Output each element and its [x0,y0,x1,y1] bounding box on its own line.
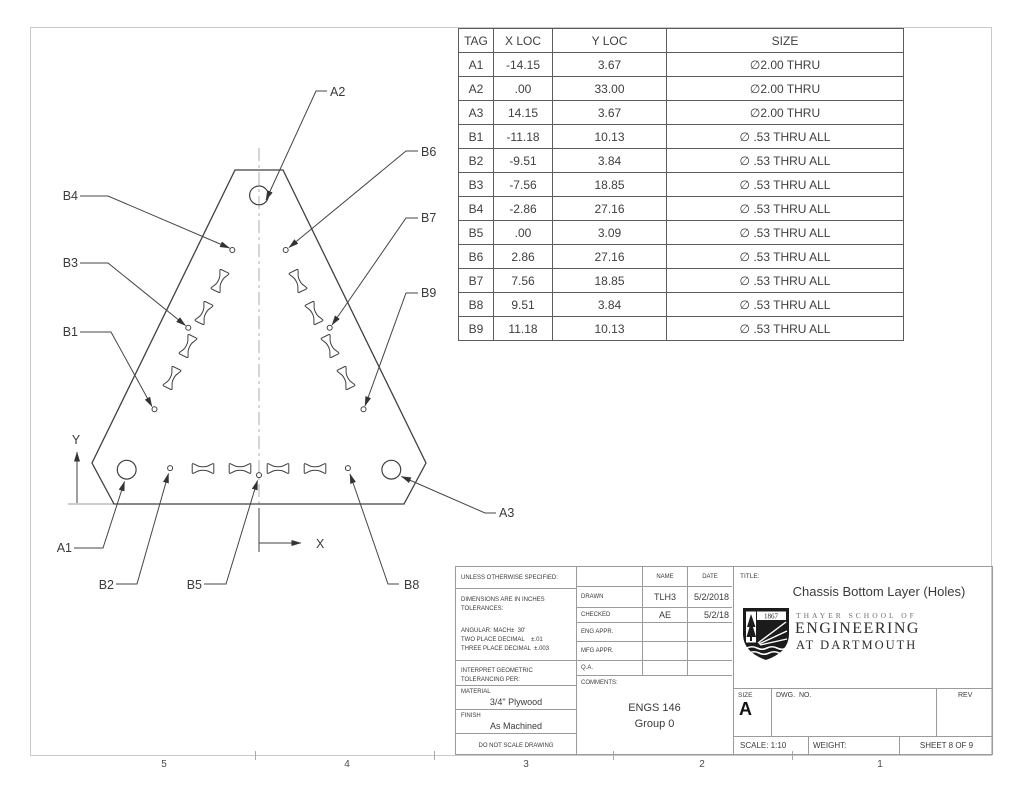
callout-a1: A1 [56,541,72,555]
zone-number: 3 [523,759,529,770]
table-cell: B8 [459,293,494,317]
date-column-header: DATE [687,567,732,586]
table-cell: 27.16 [553,245,667,269]
logo-engineering-line: ENGINEERING [795,620,920,637]
table-cell: B2 [459,149,494,173]
table-cell: ∅ .53 THRU ALL [667,293,904,317]
callout-b7: B7 [421,211,437,225]
finish-value: As Machined [489,721,543,731]
table-cell: 2.86 [494,245,553,269]
callout-b5: B5 [186,578,202,592]
dimensions-note: DIMENSIONS ARE IN INCHES [461,597,545,603]
comments-label: COMMENTS: [581,680,618,686]
table-cell: ∅ .53 THRU ALL [667,269,904,293]
do-not-scale-note: DO NOT SCALE DRAWING [478,743,554,749]
table-cell: A1 [459,53,494,77]
table-cell: B5 [459,221,494,245]
table-cell: 33.00 [553,77,667,101]
table-cell: 3.67 [553,101,667,125]
callout-b4: B4 [62,189,78,203]
three-place-tolerance: THREE PLACE DECIMAL ±.003 [461,646,550,652]
finish-label: FINISH [461,713,481,719]
table-cell: ∅ .53 THRU ALL [667,221,904,245]
tolerance-block [456,567,578,754]
callout-b6: B6 [421,145,437,159]
table-cell: B1 [459,125,494,149]
table-cell: ∅2.00 THRU [667,101,904,125]
hole-table-body [459,53,904,341]
title-block [455,566,993,755]
table-cell: 3.09 [553,221,667,245]
table-cell: B6 [459,245,494,269]
thayer-logo [742,607,790,663]
table-cell: -9.51 [494,149,553,173]
table-row [459,269,904,293]
table-cell: ∅ .53 THRU ALL [667,245,904,269]
table-row [459,77,904,101]
interpret-note-2: TOLERANCING PER: [461,677,520,683]
tolerances-note: TOLERANCES: [461,606,504,612]
table-cell: .00 [494,77,553,101]
table-cell: -7.56 [494,173,553,197]
table-cell: ∅2.00 THRU [667,77,904,101]
angular-tolerance: ANGULAR: MACH± 30' [461,628,526,634]
table-cell: 27.16 [553,197,667,221]
zone-number: 4 [344,759,350,770]
drawn-name: TLH3 [642,587,687,607]
checked-date: 5/2/18 [687,608,732,622]
hole-table [458,28,904,341]
table-row [459,101,904,125]
size-value: A [739,699,752,719]
table-cell: -2.86 [494,197,553,221]
col-header-tag: TAG [459,29,494,53]
table-cell: ∅ .53 THRU ALL [667,197,904,221]
table-cell: B7 [459,269,494,293]
col-header-xloc: X LOC [494,29,553,53]
dwg-no-label: DWG. NO. [776,692,812,699]
callout-b1: B1 [62,325,78,339]
sheet-number: SHEET 8 OF 9 [899,737,993,754]
comments-course: ENGS 146 [628,702,681,714]
title-section [733,567,993,754]
table-cell: 18.85 [553,173,667,197]
drawing-title: Chassis Bottom Layer (Holes) [792,584,966,599]
table-cell: 11.18 [494,317,553,341]
callout-a3: A3 [499,506,515,520]
logo-school-line: THAYER SCHOOL OF [796,611,917,620]
interpret-note-1: INTERPRET GEOMETRIC [461,668,533,674]
hole-table-header-row [459,29,904,53]
size-label: SIZE [738,692,753,699]
table-cell: 9.51 [494,293,553,317]
table-cell: 14.15 [494,101,553,125]
table-cell: B3 [459,173,494,197]
table-row [459,245,904,269]
table-cell: A3 [459,101,494,125]
callout-b8: B8 [404,578,420,592]
table-cell: ∅ .53 THRU ALL [667,173,904,197]
table-row [459,125,904,149]
table-cell: 10.13 [553,125,667,149]
zone-number: 2 [699,759,705,770]
comments-group: Group 0 [634,718,675,730]
table-row [459,221,904,245]
table-cell: 18.85 [553,269,667,293]
table-row [459,149,904,173]
checked-name: AE [642,608,687,622]
drawn-label: DRAWN [581,594,604,600]
table-cell: A2 [459,77,494,101]
table-cell: ∅ .53 THRU ALL [667,125,904,149]
table-cell: ∅ .53 THRU ALL [667,149,904,173]
logo-dartmouth-line: AT DARTMOUTH [796,638,918,652]
callout-b3: B3 [62,256,78,270]
table-row [459,197,904,221]
drawn-date: 5/2/2018 [687,587,732,607]
table-cell: 3.84 [553,293,667,317]
checked-label: CHECKED [581,612,611,618]
table-cell: ∅ .53 THRU ALL [667,317,904,341]
col-header-size: SIZE [667,29,904,53]
zone-tick [434,751,435,760]
zone-number: 5 [161,759,167,770]
table-cell: -14.15 [494,53,553,77]
thayer-logo-shield [742,607,790,661]
table-cell: B4 [459,197,494,221]
table-cell: B9 [459,317,494,341]
table-row [459,173,904,197]
table-cell: 10.13 [553,317,667,341]
table-cell: .00 [494,221,553,245]
svg-text:1867: 1867 [764,612,778,621]
approval-block [577,567,733,754]
mfg-appr-label: MFG APPR. [581,648,614,654]
callout-b9: B9 [421,286,437,300]
material-label: MATERIAL [461,689,491,695]
axis-x-label: X [316,537,325,551]
table-row [459,317,904,341]
name-column-header: NAME [642,567,687,586]
scale-value: SCALE: 1:10 [740,741,787,750]
table-cell: 3.67 [553,53,667,77]
material-value: 3/4" Plywood [489,697,543,707]
zone-tick [255,751,256,760]
table-cell: 7.56 [494,269,553,293]
table-cell: 3.84 [553,149,667,173]
weight-label: WEIGHT: [808,737,899,754]
callout-a2: A2 [330,85,346,99]
rev-label: REV [958,692,973,699]
table-cell: ∅2.00 THRU [667,53,904,77]
col-header-yloc: Y LOC [553,29,667,53]
title-label: TITLE: [740,573,760,580]
callout-b2: B2 [98,578,114,592]
table-row [459,293,904,317]
zone-number: 1 [877,759,883,770]
table-cell: -11.18 [494,125,553,149]
axis-y-label: Y [71,433,81,447]
two-place-tolerance: TWO PLACE DECIMAL ±.01 [461,637,543,643]
unless-otherwise-note: UNLESS OTHERWISE SPECIFIED: [461,575,558,581]
qa-label: Q.A. [581,665,594,671]
eng-appr-label: ENG APPR. [581,629,614,635]
table-row [459,53,904,77]
